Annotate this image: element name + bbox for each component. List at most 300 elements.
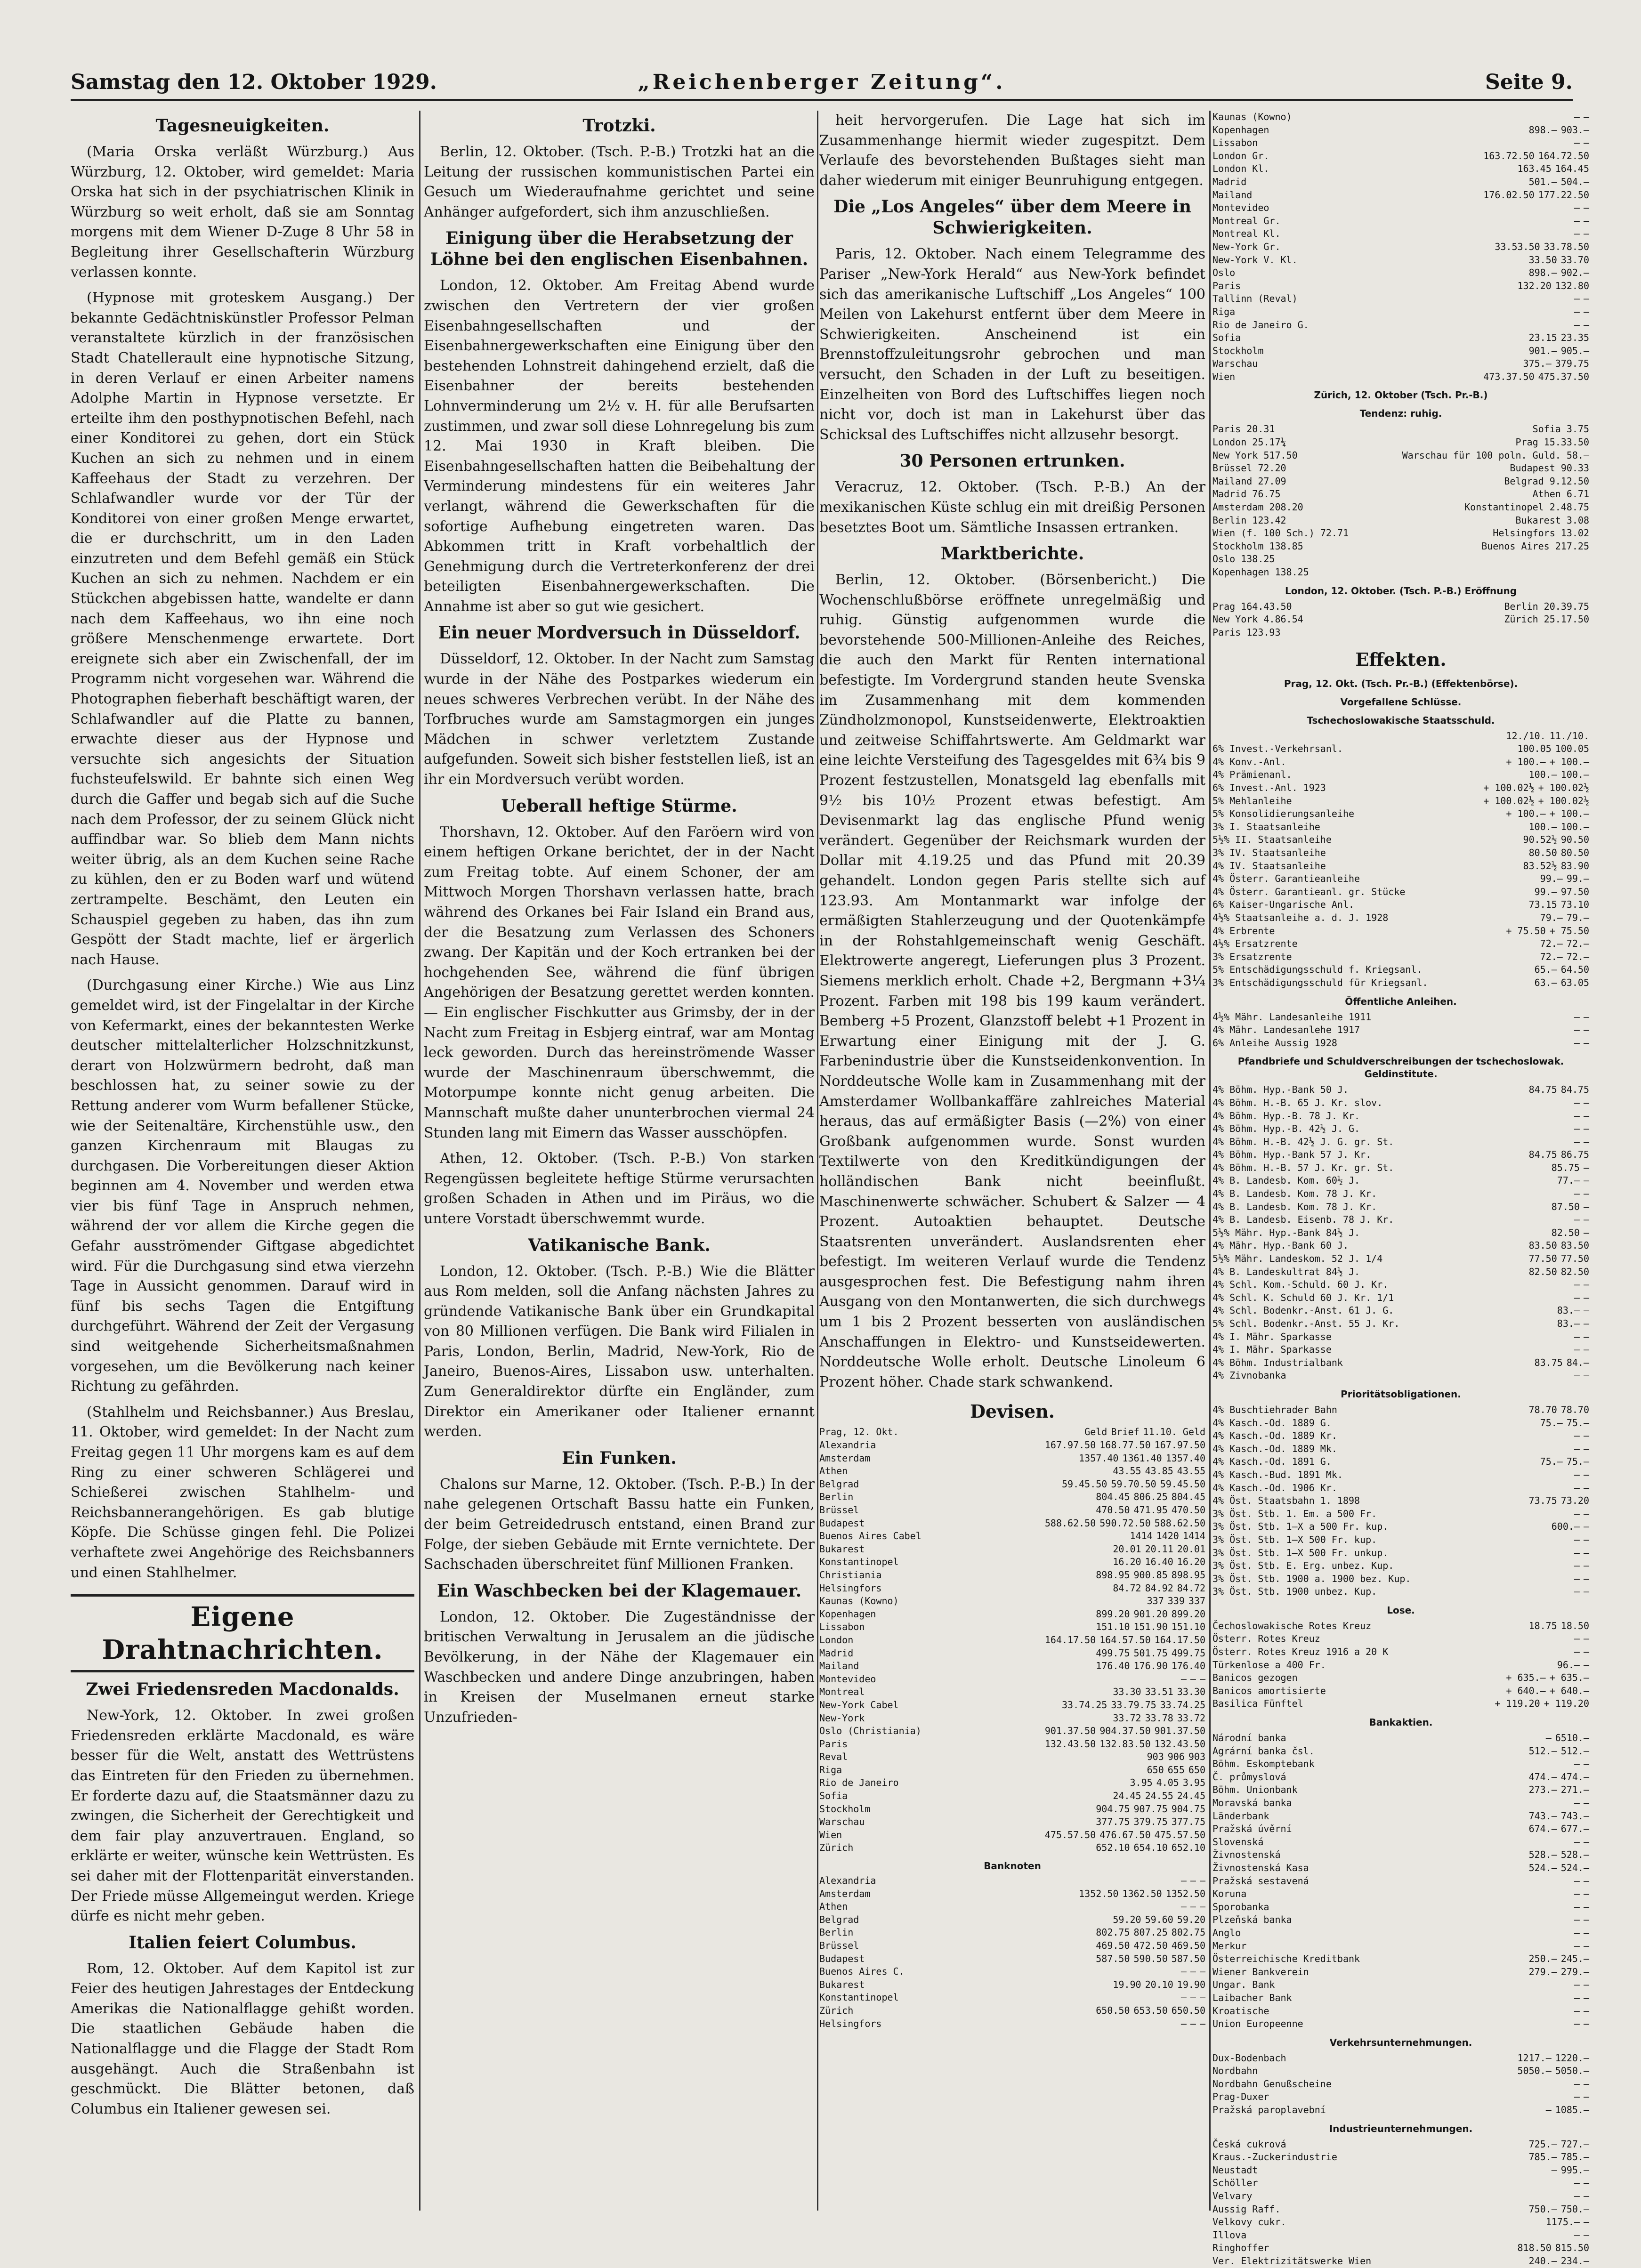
devisen-title: Devisen. bbox=[970, 1401, 1055, 1422]
table-row bbox=[1213, 2104, 1589, 2117]
prior-title: Prioritätsobligationen. bbox=[1341, 1388, 1461, 1400]
table-cell: 587.50 bbox=[1096, 1953, 1130, 1964]
table-cell: 84.92 bbox=[1145, 1582, 1173, 1594]
table-cell: 375.— bbox=[1523, 358, 1552, 370]
table-cell: 906 bbox=[1167, 1751, 1185, 1763]
table-cell: Prag-Duxer bbox=[1213, 2091, 1269, 2103]
table-cell: 5% Schl. Bodenkr.-Anst. 55 J. Kr. bbox=[1213, 1318, 1400, 1330]
table-cell: 151.10 bbox=[1171, 1621, 1205, 1633]
table-row bbox=[1213, 1534, 1589, 1547]
table-cell: Kaunas (Kowno) bbox=[819, 1595, 899, 1607]
table-row bbox=[1213, 782, 1589, 795]
table-cell: Sofia bbox=[1213, 332, 1241, 344]
table-row bbox=[1213, 1585, 1589, 1598]
table-row bbox=[1213, 626, 1589, 639]
table-cell: Zürich bbox=[819, 1842, 854, 1854]
table-cell: Česká cukrová bbox=[1213, 2138, 1286, 2150]
table-cell: 164.57.50 bbox=[1099, 1634, 1151, 1646]
table-row bbox=[1213, 292, 1589, 306]
table-cell: Sporobanka bbox=[1213, 1901, 1269, 1913]
table-cell: 1220.— bbox=[1555, 2052, 1589, 2064]
table-cell: 59.70.50 bbox=[1111, 1478, 1156, 1490]
table-cell: 18.75 bbox=[1528, 1620, 1557, 1631]
table-row bbox=[1213, 514, 1589, 527]
table-cell: 83.90 bbox=[1560, 860, 1589, 872]
table-row bbox=[1213, 1810, 1589, 1823]
table-cell: Stockholm 138.85 bbox=[1213, 540, 1303, 552]
table-cell: 476.67.50 bbox=[1099, 1829, 1151, 1840]
table-row bbox=[1213, 1745, 1589, 1758]
table-cell: Riga bbox=[819, 1764, 842, 1776]
table-cell: Nordbahn bbox=[1213, 2065, 1258, 2077]
table-cell: 802.75 bbox=[1171, 1927, 1205, 1938]
table-row bbox=[1213, 162, 1589, 176]
table-cell: — bbox=[1583, 1011, 1589, 1023]
table-cell: 590.50 bbox=[1133, 1953, 1168, 1964]
table-cell: New-York V. Kl. bbox=[1213, 254, 1298, 266]
table-cell: 176.40 bbox=[1096, 1660, 1130, 1672]
table-cell: 3% I. Staatsanleihe bbox=[1213, 821, 1320, 832]
table-cell: — bbox=[1583, 1633, 1589, 1645]
table-row bbox=[1213, 1369, 1589, 1382]
table-cell: 6% Invest.-Anl. 1923 bbox=[1213, 782, 1326, 794]
table-cell: — bbox=[1574, 202, 1580, 214]
table-cell: 5½% Mähr. Hyp.-Bank 84½ J. bbox=[1213, 1227, 1360, 1238]
table-header-cell: Prag, 12. Okt. bbox=[819, 1426, 899, 1438]
table-cell: 379.75 bbox=[1133, 1816, 1168, 1828]
masthead bbox=[71, 71, 1573, 101]
table-cell: 4% IV. Staatsanleihe bbox=[1213, 860, 1326, 872]
table-row bbox=[1213, 2229, 1589, 2242]
table-cell: — bbox=[1574, 1024, 1580, 1036]
table-cell: — bbox=[1583, 1534, 1589, 1545]
table-cell: 65.— bbox=[1534, 964, 1557, 976]
table-cell: London Gr. bbox=[1213, 150, 1269, 161]
table-cell: 471.95 bbox=[1133, 1504, 1168, 1516]
table-cell: 4% Erbrente bbox=[1213, 925, 1275, 936]
table-header-cell: 11.10. Geld bbox=[1143, 1426, 1205, 1438]
table-cell: — bbox=[1574, 1508, 1580, 1519]
table-cell: 339 bbox=[1167, 1595, 1185, 1607]
article-paragraph: (Durchgasung einer Kirche.) Wie aus Linz gemeldet wird, ist der Fingelaltar in der Kirche von Kefermarkt, eines der bekanntesten Werke deutscher mittelalterlicher Holzschnitzkunst, derart von Holzwürmern bedroht, daß man beschlossen hat, zu seiner sowie zu der Rettung anderer vom Wurm befallener Stücke, wie der Seitenaltäre, Kirchenstühle usw., den ganzen Kirchenraum mit Blaugas zu durchgasen. Die Vorbereitungen dieser Aktion beginnen am 4. November und werden etwa vier bis fünf Tage in Anspruch nehmen, während der vor allem die Kirche gegen die Gefahr ausströmender Giftgase abgedichtet wird. Für die Durchgasung sind etwa vierzehn Tage in Aussicht genommen. Darauf wird in fünf bis sechs Tagen die Entgiftung durchgeführt. Während der Zeit der Vergasung sind weitgehende Sicherheitsmaßnahmen vorgesehen, um die Bevölkerung nach keiner Richtung zu gefährden. bbox=[71, 977, 414, 1395]
table-cell: New-York Cabel bbox=[819, 1699, 899, 1711]
section-heading: Tagesneuigkeiten. bbox=[155, 116, 330, 136]
table-cell: 504.— bbox=[1560, 176, 1589, 187]
table-cell: 75.— bbox=[1540, 1417, 1563, 1429]
article-headline: Italien feiert Columbus. bbox=[129, 1932, 356, 1953]
table-cell: + 100.02½ bbox=[1483, 795, 1535, 807]
table-cell: 151.10 bbox=[1096, 1621, 1130, 1633]
table-cell: 5½% II. Staatsanleihe bbox=[1213, 834, 1332, 846]
table-cell: Christiania bbox=[819, 1569, 882, 1581]
table-cell: — bbox=[1574, 1037, 1580, 1049]
table-cell: Plzeňská banka bbox=[1213, 1914, 1292, 1926]
table-row bbox=[1213, 1573, 1589, 1586]
table-cell: — bbox=[1574, 1633, 1580, 1645]
table-cell: 3% Öst. Stb. 1—X 500 Fr. unkup. bbox=[1213, 1547, 1389, 1558]
table-cell: Brüssel bbox=[819, 1504, 859, 1516]
table-cell: 6% Kaiser-Ungarische Anl. bbox=[1213, 899, 1355, 911]
table-cell: Athen bbox=[819, 1901, 848, 1913]
issue-date: Samstag den 12. Oktober 1929. bbox=[71, 70, 437, 94]
london-title: London, 12. Oktober. (Tsch. P.-B.) Eröffnung bbox=[1285, 585, 1517, 597]
table-cell: 600.— bbox=[1551, 1521, 1580, 1533]
table-cell: 652.10 bbox=[1171, 1842, 1205, 1854]
table-cell: — bbox=[1583, 1758, 1589, 1770]
table-cell: — bbox=[1574, 111, 1580, 122]
table-cell: Budapest 90.33 bbox=[1510, 462, 1589, 474]
table-cell: + 640.— bbox=[1506, 1685, 1546, 1696]
table-cell: 82.50 bbox=[1551, 1227, 1580, 1238]
table-cell: 33.70 bbox=[1560, 254, 1589, 266]
table-row bbox=[1213, 1110, 1589, 1123]
table-cell: 132.43.50 bbox=[1154, 1738, 1205, 1750]
table-row bbox=[1213, 1404, 1589, 1417]
table-cell: 99.— bbox=[1566, 873, 1589, 885]
table-cell: 3% Öst. Stb. E. Erg. unbez. Kup. bbox=[1213, 1560, 1394, 1572]
table-row bbox=[1213, 1547, 1589, 1560]
table-cell: 806.25 bbox=[1133, 1491, 1168, 1503]
column-4 bbox=[1213, 111, 1589, 2267]
table-cell: 3% Öst. Stb. 1. Em. a 500 Fr. bbox=[1213, 1508, 1377, 1519]
table-cell: 59.20 bbox=[1113, 1913, 1141, 1925]
table-cell: 75.— bbox=[1540, 1456, 1563, 1468]
table-row bbox=[1213, 1901, 1589, 1914]
table-cell: 176.90 bbox=[1133, 1660, 1168, 1672]
table-cell: 167.97.50 bbox=[1154, 1439, 1205, 1451]
table-row bbox=[1213, 241, 1589, 254]
table-cell: — bbox=[1190, 1992, 1196, 2003]
table-row bbox=[1213, 886, 1589, 899]
table-cell: 73.15 bbox=[1528, 899, 1557, 911]
table-cell: 904.37.50 bbox=[1099, 1725, 1151, 1737]
column-rule bbox=[419, 111, 420, 2211]
table-cell: Wien bbox=[1213, 371, 1236, 382]
devisen-table bbox=[819, 1426, 1205, 1855]
table-cell: 83.50 bbox=[1528, 1240, 1557, 1251]
table-row bbox=[1213, 1304, 1589, 1317]
table-cell: + 100.— bbox=[1506, 756, 1546, 767]
table-cell: 43.55 bbox=[1177, 1465, 1205, 1477]
table-cell: Montreal Kl. bbox=[1213, 228, 1281, 240]
table-cell: New York 4.86.54 bbox=[1213, 613, 1303, 625]
table-row bbox=[1213, 527, 1589, 540]
table-cell: — bbox=[1583, 1547, 1589, 1558]
table-cell: — bbox=[1199, 1875, 1205, 1887]
table-cell: 4% Böhm. Hyp.-Bank 50 J. bbox=[1213, 1084, 1349, 1096]
table-cell: Berlin 123.42 bbox=[1213, 514, 1286, 526]
table-row bbox=[819, 1699, 1205, 1712]
table-header-cell: 12./10. bbox=[1506, 730, 1546, 742]
table-cell: 4% Mähr. Hyp.-Bank 60 J. bbox=[1213, 1240, 1349, 1251]
table-cell: Bukarest bbox=[819, 1978, 865, 1990]
table-cell: 650.50 bbox=[1096, 2004, 1130, 2016]
table-row bbox=[1213, 1940, 1589, 1953]
table-cell: — bbox=[1574, 1646, 1580, 1658]
article-paragraph: Veracruz, 12. Oktober. (Tsch. P.-B.) An der mexikanischen Küste schlug ein mit dreißig Personen besetztes Boot um. Sämtliche Insassen ertranken. bbox=[819, 479, 1205, 536]
table-cell: 18.50 bbox=[1560, 1620, 1589, 1631]
table-cell: 33.74.25 bbox=[1062, 1699, 1107, 1711]
table-cell: 4% B. Landesb. Eisenb. 78 J. Kr. bbox=[1213, 1214, 1394, 1226]
table-row bbox=[819, 1913, 1205, 1927]
table-cell: 19.90 bbox=[1113, 1978, 1141, 1990]
table-cell: — bbox=[1583, 1331, 1589, 1342]
table-row bbox=[1213, 1148, 1589, 1162]
table-cell: 903 bbox=[1147, 1751, 1164, 1763]
table-row bbox=[1213, 2078, 1589, 2091]
table-cell: 132.80 bbox=[1555, 280, 1589, 291]
table-cell: — bbox=[1583, 1123, 1589, 1135]
table-cell: 4% Kasch.-Od. 1906 Kr. bbox=[1213, 1482, 1337, 1493]
table-cell: Belgrad 9.12.50 bbox=[1504, 475, 1589, 487]
table-cell: Österreichische Kreditbank bbox=[1213, 1953, 1360, 1965]
table-row bbox=[819, 1582, 1205, 1595]
table-row bbox=[819, 1926, 1205, 1939]
table-cell: — bbox=[1574, 306, 1580, 317]
table-cell: Ver. Elektrizitätswerke Wien bbox=[1213, 2255, 1372, 2267]
table-cell: 164.17.50 bbox=[1154, 1634, 1205, 1646]
table-cell: 650 bbox=[1188, 1764, 1205, 1776]
table-cell: — bbox=[1574, 1560, 1580, 1572]
table-cell: 4.05 bbox=[1156, 1777, 1179, 1789]
table-cell: 79.— bbox=[1566, 912, 1589, 923]
table-row bbox=[1213, 2164, 1589, 2177]
table-cell: — bbox=[1583, 1110, 1589, 1122]
table-row bbox=[1213, 1927, 1589, 1940]
table-cell: 379.75 bbox=[1555, 358, 1589, 370]
table-cell: — bbox=[1583, 1586, 1589, 1598]
table-cell: Anglo bbox=[1213, 1927, 1241, 1938]
table-cell: 901.20 bbox=[1133, 1608, 1168, 1620]
table-row bbox=[1213, 937, 1589, 951]
table-cell: 73.10 bbox=[1560, 899, 1589, 911]
table-row bbox=[1213, 2005, 1589, 2018]
table-cell: 33.78 bbox=[1145, 1712, 1173, 1724]
table-row bbox=[819, 1900, 1205, 1913]
table-cell: — bbox=[1583, 202, 1589, 214]
table-row bbox=[819, 1816, 1205, 1829]
table-cell: 99.— bbox=[1534, 886, 1557, 897]
table-cell: 82.50 bbox=[1528, 1266, 1557, 1277]
table-cell: + 100.02½ bbox=[1538, 782, 1589, 794]
lose-title: Lose. bbox=[1387, 1604, 1415, 1616]
lose-table bbox=[1213, 1620, 1589, 1711]
table-row bbox=[1213, 1213, 1589, 1227]
table-cell: — bbox=[1574, 2190, 1580, 2202]
table-cell: Prag 15.33.50 bbox=[1515, 436, 1589, 448]
table-row bbox=[1213, 795, 1589, 808]
table-cell: Laibacher Bank bbox=[1213, 1992, 1292, 2003]
table-row bbox=[1213, 2090, 1589, 2104]
table-row bbox=[1213, 1913, 1589, 1927]
table-cell: — bbox=[1583, 2078, 1589, 2090]
table-row bbox=[1213, 423, 1589, 436]
table-row bbox=[1213, 977, 1589, 990]
table-cell: 528.— bbox=[1528, 1849, 1557, 1861]
table-row bbox=[819, 1595, 1205, 1608]
table-row bbox=[1213, 951, 1589, 964]
table-cell: 905.— bbox=[1560, 345, 1589, 356]
table-row bbox=[1213, 331, 1589, 345]
table-row bbox=[819, 2004, 1205, 2018]
table-cell: 743.— bbox=[1560, 1810, 1589, 1822]
pfand-title: Pfandbriefe und Schuldverschreibungen der tschechoslowak. Geldinstitute. bbox=[1237, 1056, 1564, 1080]
table-cell: — bbox=[1583, 2216, 1589, 2228]
table-row bbox=[819, 1634, 1205, 1647]
table-cell: — bbox=[1583, 1914, 1589, 1926]
table-row bbox=[819, 1803, 1205, 1816]
table-cell: 75.— bbox=[1566, 1456, 1589, 1468]
table-row bbox=[1213, 215, 1589, 228]
table-cell: 279.— bbox=[1528, 1966, 1557, 1977]
table-row bbox=[819, 1965, 1205, 1978]
table-cell: + 100.— bbox=[1549, 808, 1589, 820]
newspaper-title: „Reichenberger Zeitung“. bbox=[638, 70, 1006, 94]
oeff-table bbox=[1213, 1011, 1589, 1050]
table-row bbox=[819, 1504, 1205, 1517]
table-cell: 84.72 bbox=[1113, 1582, 1141, 1594]
table-cell: 176.02.50 bbox=[1483, 189, 1535, 201]
table-cell: Slovenská bbox=[1213, 1836, 1264, 1848]
table-cell: + 119.20 bbox=[1495, 1698, 1540, 1710]
table-row bbox=[1213, 1343, 1589, 1356]
article-paragraph: (Stahlhelm und Reichsbanner.) Aus Breslau, 11. Oktober, wird gemeldet: In der Nacht zum Freitag gegen 11 Uhr morgens kam es auf dem Ring zu einer schweren Schlägerei und Schießerei zwischen Stahlhelm- und Reichsbannerangehörigen. Es gab blutige Köpfe. Die Schüsse gingen fehl. Die Polizei verhaftete zwei Angehörige des Reichsbanners und einen Stahlhelmer. bbox=[71, 1404, 414, 1581]
table-cell: + 100.02½ bbox=[1538, 795, 1589, 807]
article-paragraph: Rom, 12. Oktober. Auf dem Kapitol ist zur Feier des heutigen Jahrestages der Entdeckung Amerikas die Nationalflagge gehißt worden. Die staatlichen Gebäude haben die Nationalflagge und die Flagge der Stadt Rom ausgehängt. Auch die Straßenbahn ist geschmückt. Die Blätter betonen, daß Columbus ein Italiener gewesen sei. bbox=[71, 1960, 414, 2117]
table-cell: 653.50 bbox=[1133, 2004, 1168, 2016]
table-cell: 750.— bbox=[1528, 2203, 1557, 2215]
table-row bbox=[819, 1621, 1205, 1634]
zurich-subtitle: Tendenz: ruhig. bbox=[1359, 408, 1442, 420]
table-cell: Berlin 20.39.75 bbox=[1504, 600, 1589, 612]
table-cell: Živnostenská Kasa bbox=[1213, 1862, 1309, 1873]
verkehr-title: Verkehrsunternehmungen. bbox=[1329, 2036, 1472, 2048]
article-paragraph: (Maria Orska verläßt Würzburg.) Aus Würzburg, 12. Oktober, wird gemeldet: Maria Orska hat sich in der psychiatrischen Klinik in Würzburg so weit erholt, daß sie am Sonntag morgens mit dem Wiener D-Zuge 8 Uhr 58 in Begleitung ihrer Gesellschafterin Würzburg verlassen konnte. bbox=[71, 144, 414, 281]
table-cell: Aussig Raff. bbox=[1213, 2203, 1281, 2215]
table-cell: Zürich 25.17.50 bbox=[1504, 613, 1589, 625]
table-row bbox=[1213, 1174, 1589, 1187]
table-cell: Reval bbox=[819, 1751, 848, 1763]
table-cell: 73.75 bbox=[1528, 1495, 1557, 1507]
table-header bbox=[819, 1426, 1205, 1439]
table-header-cell: 11./10. bbox=[1549, 730, 1589, 742]
table-row bbox=[1213, 227, 1589, 241]
table-cell: 164.45 bbox=[1555, 163, 1589, 175]
table-cell: Kopenhagen bbox=[819, 1608, 876, 1620]
table-cell: 655 bbox=[1167, 1764, 1185, 1776]
table-row bbox=[1213, 1797, 1589, 1810]
table-cell: 43.55 bbox=[1113, 1465, 1141, 1477]
table-cell: Madrid bbox=[1213, 176, 1247, 187]
table-cell: — bbox=[1199, 1673, 1205, 1685]
table-cell: Athen 6.71 bbox=[1532, 488, 1589, 500]
table-cell: — bbox=[1583, 1927, 1589, 1938]
table-cell: — bbox=[1545, 1732, 1552, 1744]
column-rule bbox=[1209, 111, 1211, 2211]
table-cell: 5050.— bbox=[1555, 2065, 1589, 2077]
table-cell: 24.45 bbox=[1177, 1790, 1205, 1802]
table-cell: — bbox=[1574, 2078, 1580, 2090]
table-cell: 33.74.25 bbox=[1160, 1699, 1205, 1711]
table-cell: 587.50 bbox=[1171, 1953, 1205, 1964]
table-cell: Ringhoffer bbox=[1213, 2242, 1269, 2254]
article-paragraph: Düsseldorf, 12. Oktober. In der Nacht zum Samstag wurde in der Nähe des Postparkes wiederum ein neues schweres Verbrechen verübt. In der Nähe des Torfbruches wurde am Samstagmorgen ein junges Mädchen in schwer verletztem Zustande aufgefunden. Soweit sich bisher feststellen ließ, ist an ihr ein Mordversuch verübt worden. bbox=[424, 651, 815, 788]
table-row bbox=[1213, 1992, 1589, 2005]
table-cell: — bbox=[1574, 1888, 1580, 1900]
table-cell: Kopenhagen bbox=[1213, 124, 1269, 136]
table-cell: — bbox=[1583, 1201, 1589, 1212]
table-cell: — bbox=[1583, 319, 1589, 331]
table-cell: — bbox=[1574, 1469, 1580, 1480]
article-headline: Ein Waschbecken bei der Klagemauer. bbox=[437, 1581, 802, 1601]
table-cell: — bbox=[1583, 1992, 1589, 2003]
table-cell: 750.— bbox=[1560, 2203, 1589, 2215]
table-cell: — bbox=[1574, 1758, 1580, 1770]
table-cell: — bbox=[1574, 1940, 1580, 1952]
table-cell: 903 bbox=[1188, 1751, 1205, 1763]
table-cell: — bbox=[1574, 1979, 1580, 1991]
table-row bbox=[1213, 1266, 1589, 1279]
table-cell: — bbox=[1199, 1992, 1205, 2003]
table-cell: 904.75 bbox=[1096, 1803, 1130, 1815]
table-cell: — bbox=[1583, 1024, 1589, 1036]
table-cell: Türkenlose a 400 Fr. bbox=[1213, 1659, 1326, 1671]
table-row bbox=[819, 1790, 1205, 1803]
table-cell: — bbox=[1574, 1011, 1580, 1023]
table-cell: 785.— bbox=[1528, 2151, 1557, 2163]
table-header-cell: Brief bbox=[1111, 1426, 1140, 1438]
table-cell: Buenos Aires C. bbox=[819, 1966, 905, 1977]
table-row bbox=[1213, 872, 1589, 886]
table-cell: 3% Öst. Stb. 1—X a 500 Fr. kup. bbox=[1213, 1521, 1389, 1533]
table-row bbox=[1213, 280, 1589, 293]
table-row bbox=[819, 1712, 1205, 1725]
table-cell: 899.20 bbox=[1096, 1608, 1130, 1620]
effekten-subtitle: Vorgefallene Schlüsse. bbox=[1340, 696, 1462, 708]
table-cell: 33.72 bbox=[1177, 1712, 1205, 1724]
table-row bbox=[819, 1686, 1205, 1699]
table-cell: 84.75 bbox=[1560, 1084, 1589, 1096]
table-cell: 72.— bbox=[1540, 938, 1563, 950]
table-cell: Kraus.-Zuckerindustrie bbox=[1213, 2151, 1337, 2163]
table-cell: 20.11 bbox=[1145, 1543, 1173, 1555]
table-cell: 995.— bbox=[1560, 2164, 1589, 2176]
table-row bbox=[1213, 1520, 1589, 1534]
table-row bbox=[1213, 1836, 1589, 1849]
table-cell: — bbox=[1583, 137, 1589, 149]
zurich-table bbox=[1213, 423, 1589, 579]
table-cell: 85.75 bbox=[1551, 1162, 1580, 1173]
table-cell: Helsingfors bbox=[819, 1582, 882, 1594]
table-cell: 73.20 bbox=[1560, 1495, 1589, 1507]
table-cell: 4% Schl. Kom.-Schuld. 60 J. Kr. bbox=[1213, 1279, 1389, 1291]
table-cell: — bbox=[1199, 1901, 1205, 1913]
table-cell: — bbox=[1574, 1110, 1580, 1122]
table-cell: — bbox=[1583, 1560, 1589, 1572]
table-cell: Mailand bbox=[1213, 189, 1253, 201]
table-row bbox=[1213, 1620, 1589, 1633]
table-row bbox=[1213, 1011, 1589, 1024]
table-cell: 898.— bbox=[1528, 124, 1557, 136]
table-cell: 3% Öst. Stb. 1—X 500 Fr. kup. bbox=[1213, 1534, 1377, 1545]
table-cell: 1352.50 bbox=[1079, 1888, 1119, 1899]
table-cell: — bbox=[1574, 1097, 1580, 1108]
table-cell: Moravská banka bbox=[1213, 1797, 1292, 1809]
table-cell: — bbox=[1551, 2164, 1557, 2176]
article-paragraph: Thorshavn, 12. Oktober. Auf den Faröern wird von einem heftigen Orkane berichtet, der in der Nacht zum Freitag tobte. Auf einem Schoner, der am Mittwoch Morgen Thorshavn verlassen hatte, brach während des Orkanes bei Fair Island ein Brand aus, der die Besatzung zum Verlassen des Schoners zwang. Der Kapitän und der Koch ertranken bei der hochgehenden See, während die fünf übrigen Angehörigen der Besatzung gerettet werden konnten. — Ein englischer Fischkutter aus Grimsby, der in der Nacht zum Freitag in Esbjerg eintraf, war am Montag leck geworden. Durch das hereinströmende Wasser wurde der Maschinenraum überschwemmt, die Motorpumpe konnte nicht genug arbeiten. Die Mannschaft mußte daher ununterbrochen viermal 24 Stunden lang mit Eimern das Wasser ausschöpfen. bbox=[424, 823, 815, 1141]
table-cell: — bbox=[1574, 2229, 1580, 2241]
table-cell: 3% Ersatzrente bbox=[1213, 951, 1292, 962]
